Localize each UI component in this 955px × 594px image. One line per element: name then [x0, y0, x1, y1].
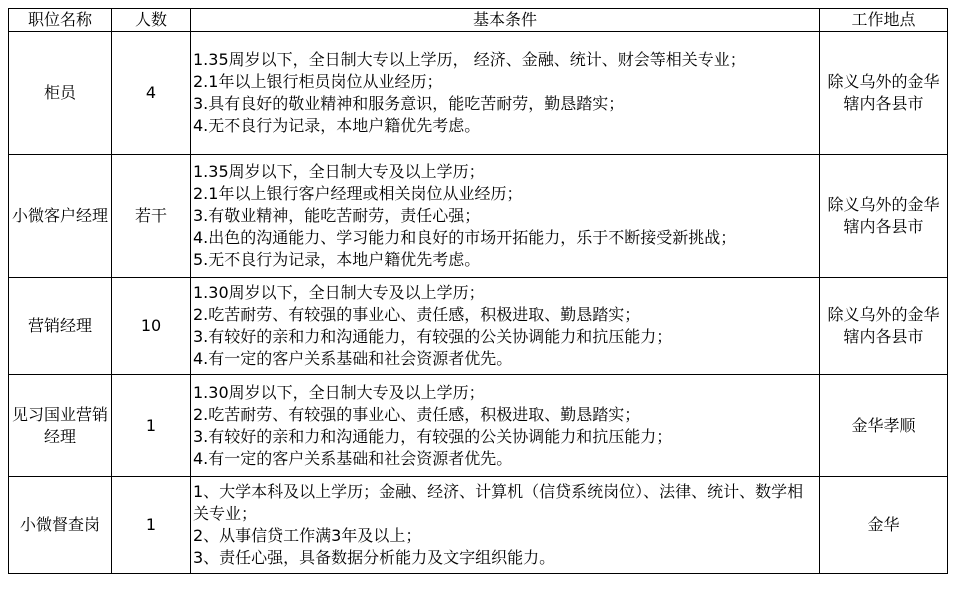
position-name: 小微客户经理 [9, 155, 112, 278]
work-location: 除义乌外的金华辖内各县市 [820, 155, 948, 278]
header-headcount: 人数 [112, 9, 191, 32]
work-location: 金华孝顺 [820, 375, 948, 477]
condition-line: 4.无不良行为记录，本地户籍优先考虑。 [193, 116, 481, 135]
conditions-cell [191, 155, 820, 278]
work-location: 除义乌外的金华辖内各县市 [820, 278, 948, 375]
headcount: 1 [112, 375, 191, 477]
condition-line: 4.有一定的客户关系基础和社会资源者优先。 [193, 448, 513, 468]
condition-line: 1.30周岁以下，全日制大专及以上学历； [193, 283, 485, 302]
condition-line: 2.1年以上银行客户经理或相关岗位从业经历； [193, 184, 523, 203]
table-row [9, 32, 948, 155]
condition-line: 1.35周岁以下，全日制大专及以上学历； [193, 162, 485, 181]
header-work-location: 工作地点 [820, 9, 948, 32]
condition-line: 2.1年以上银行柜员岗位从业经历； [193, 72, 443, 91]
headcount: 1 [112, 477, 191, 574]
condition-line: 2、从事信贷工作满3年及以上； [193, 526, 422, 545]
header-basic-conditions: 基本条件 [191, 9, 820, 32]
condition-line: 3.有较好的亲和力和沟通能力，有较强的公关协调能力和抗压能力； [193, 327, 673, 346]
work-location: 金华 [820, 477, 948, 574]
headcount: 若干 [112, 155, 191, 278]
position-name: 见习国业营销经理 [9, 375, 112, 477]
headcount: 4 [112, 32, 191, 155]
table-row [9, 278, 948, 375]
table-row [9, 477, 948, 574]
table-header-row [9, 9, 948, 32]
condition-line: 1.30周岁以下，全日制大专及以上学历； [193, 382, 485, 402]
headcount: 10 [112, 278, 191, 375]
condition-line: 2.吃苦耐劳、有较强的事业心、责任感，积极进取、勤恳踏实； [193, 305, 641, 324]
condition-line: 4.出色的沟通能力、学习能力和良好的市场开拓能力，乐于不断接受新挑战； [193, 228, 737, 247]
condition-line: 2.吃苦耐劳、有较强的事业心、责任感，积极进取、勤恳踏实； [193, 404, 641, 424]
condition-line: 5.无不良行为记录，本地户籍优先考虑。 [193, 250, 481, 269]
header-position-name: 职位名称 [9, 9, 112, 32]
job-requirements-table [8, 8, 948, 574]
conditions-cell [191, 477, 820, 574]
condition-line: 3.有较好的亲和力和沟通能力，有较强的公关协调能力和抗压能力； [193, 426, 673, 446]
condition-line: 3.有敬业精神，能吃苦耐劳，责任心强； [193, 206, 481, 225]
condition-line: 4.有一定的客户关系基础和社会资源者优先。 [193, 349, 513, 368]
conditions-cell [191, 375, 820, 477]
position-name: 柜员 [9, 32, 112, 155]
conditions-cell [191, 278, 820, 375]
condition-line: 1、大学本科及以上学历；金融、经济、计算机（信贷系统岗位）、法律、统计、数学相关专业； [193, 482, 804, 523]
position-name: 小微督查岗 [9, 477, 112, 574]
condition-line: 3、责任心强，具备数据分析能力及文字组织能力。 [193, 548, 556, 567]
condition-line: 3.具有良好的敬业精神和服务意识，能吃苦耐劳，勤恳踏实； [193, 94, 625, 113]
table-row [9, 375, 948, 477]
work-location: 除义乌外的金华辖内各县市 [820, 32, 948, 155]
position-name: 营销经理 [9, 278, 112, 375]
table-row [9, 155, 948, 278]
conditions-cell [191, 32, 820, 155]
condition-line: 1.35周岁以下，全日制大专以上学历， 经济、金融、统计、财会等相关专业； [193, 50, 746, 69]
